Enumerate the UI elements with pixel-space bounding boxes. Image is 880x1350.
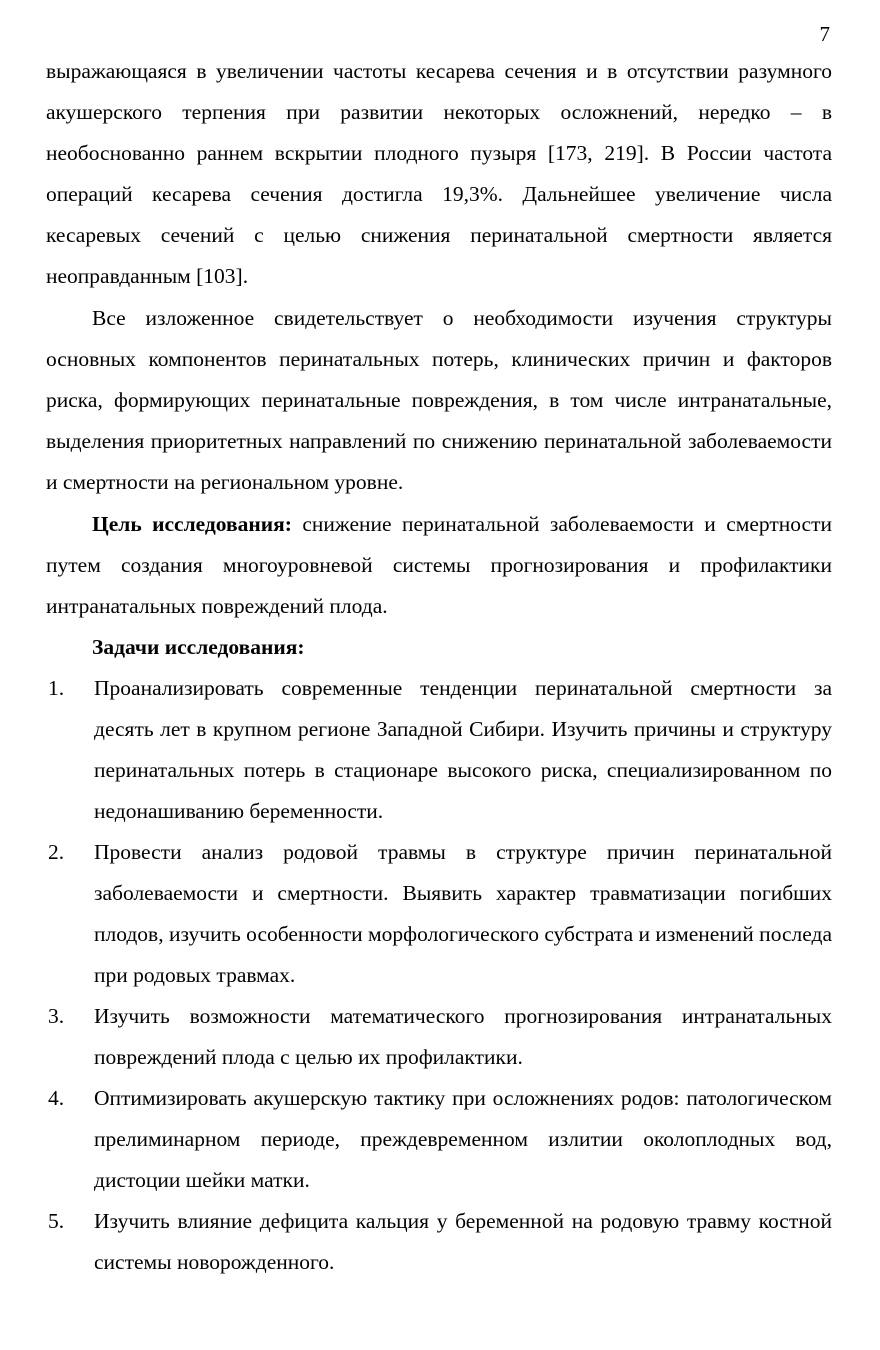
task-item — [46, 1078, 832, 1201]
task-text: Изучить влияние дефицита кальция у беременной на родовую травму костной системы новорожденного. — [94, 1209, 832, 1274]
task-number: 5. — [48, 1209, 65, 1233]
task-item — [46, 1201, 832, 1283]
goal-text: снижение перинатальной заболеваемости и смертности путем создания многоуровневой системы прогнозирования и профилактики интранатальных повреждений плода. — [46, 512, 832, 618]
document-body — [46, 51, 832, 1283]
page-number: 7 — [819, 22, 830, 46]
paragraph-goal — [46, 504, 832, 627]
task-text: Оптимизировать акушерскую тактику при осложнениях родов: патологическом прелиминарном периоде, преждевременном излитии околоплодных вод, дистоции шейки матки. — [94, 1086, 832, 1192]
task-number: 1. — [48, 676, 65, 700]
task-item — [46, 668, 832, 832]
paragraph-summary: Все изложенное свидетельствует о необходимости изучения структуры основных компонентов перинатальных потерь, клинических причин и факторов риска, формирующих перинатальные повреждения, в том числе интранатальные, выделения приоритетных направлений по снижению перинатальной заболеваемости и смертности на региональном уровне. — [46, 306, 832, 494]
task-text: Изучить возможности математического прогнозирования интранатальных повреждений плода с целью их профилактики. — [94, 1004, 832, 1069]
task-item — [46, 996, 832, 1078]
task-text: Проанализировать современные тенденции перинатальной смертности за десять лет в крупном регионе Западной Сибири. Изучить причины и структуру перинатальных потерь в стационаре высокого риска, специализированном по недонашиванию беременности. — [94, 676, 832, 823]
task-number: 3. — [48, 1004, 65, 1028]
goal-label: Цель исследования: — [92, 512, 292, 536]
task-text: Провести анализ родовой травмы в структуре причин перинатальной заболеваемости и смертности. Выявить характер травматизации погибших плодов, изучить особенности морфологического субстрата и изменений последа при родовых травмах. — [94, 840, 832, 987]
paragraph-intro-continuation: выражающаяся в увеличении частоты кесарева сечения и в отсутствии разумного акушерского терпения при развитии некоторых осложнений, нередко – в необоснованно раннем вскрытии плодного пузыря [173, 219]. В России частота операций кесарева сечения достигла 19,3%. Дальнейшее увеличение числа кесаревых сечений с целью снижения перинатальной смертности является неоправданным [103]. — [46, 59, 832, 288]
task-number: 4. — [48, 1086, 65, 1110]
tasks-list — [46, 668, 832, 1283]
task-number: 2. — [48, 840, 65, 864]
tasks-heading: Задачи исследования: — [92, 635, 305, 659]
task-item — [46, 832, 832, 996]
